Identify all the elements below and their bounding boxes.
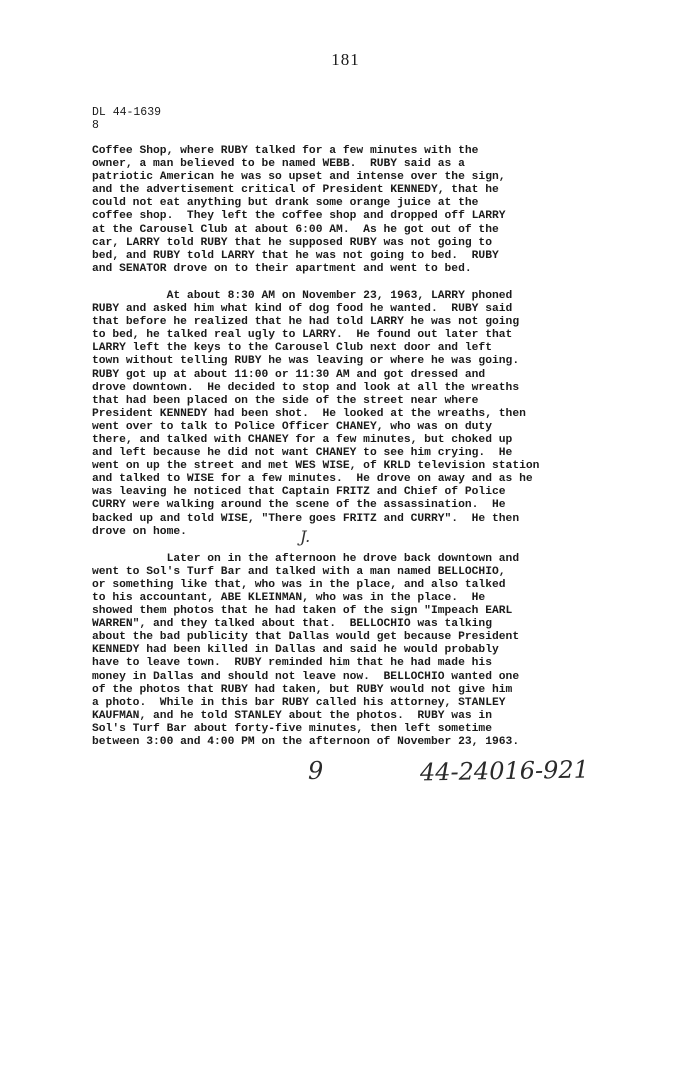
text-line: went on up the street and met WES WISE, of KRLD television station: [92, 460, 540, 473]
text-line: to bed, he talked real ugly to LARRY. He found out later that: [92, 329, 513, 342]
text-line: LARRY left the keys to the Carousel Club next door and left: [92, 342, 492, 355]
text-line: drove downtown. He decided to stop and look at all the wreaths: [92, 381, 520, 394]
text-line: that had been placed on the side of the street near where: [92, 394, 479, 407]
text-line: went over to talk to Police Officer CHANEY, who was on duty: [92, 420, 492, 433]
text-line: and talked to WISE for a few minutes. He drove on away and as he: [92, 473, 533, 486]
text-line: about the bad publicity that Dallas would get because President: [92, 631, 520, 644]
text-line: RUBY and asked him what kind of dog food he wanted. RUBY said: [92, 303, 513, 316]
handwritten-margin-mark: J.: [300, 527, 311, 546]
text-line: RUBY got up at about 11:00 or 11:30 AM and got dressed and: [92, 368, 486, 381]
document-body: [92, 145, 652, 749]
text-line: and SENATOR drove on to their apartment and went to bed.: [92, 262, 472, 275]
text-line: President KENNEDY had been shot. He looked at the wreaths, then: [92, 407, 526, 420]
text-line: Later on in the afternoon he drove back downtown and: [92, 552, 520, 565]
text-line: or something like that, who was in the place, and also talked: [92, 578, 506, 591]
text-line: Sol's Turf Bar about forty-five minutes, then left sometime: [92, 722, 492, 735]
file-header: [92, 106, 161, 133]
text-line: KAUFMAN, and he told STANLEY about the photos. RUBY was in: [92, 709, 492, 722]
page-number: 181: [331, 50, 360, 69]
text-line: town without telling RUBY he was leaving or where he was going.: [92, 355, 520, 368]
text-line: CURRY were walking around the scene of the assassination. He: [92, 499, 506, 512]
text-line: went to Sol's Turf Bar and talked with a man named BELLOCHIO,: [92, 565, 506, 578]
handwritten-document-number: 44-24016-921: [419, 755, 590, 787]
paragraph: [92, 553, 652, 749]
text-line: was leaving he noticed that Captain FRITZ and Chief of Police: [92, 486, 506, 499]
text-line: KENNEDY had been killed in Dallas and said he would probably: [92, 644, 499, 657]
text-line: showed them photos that he had taken of the sign "Impeach EARL: [92, 605, 513, 618]
file-number: DL 44-1639: [92, 106, 162, 119]
text-line: At about 8:30 AM on November 23, 1963, LARRY phoned: [92, 289, 513, 302]
text-line: and the advertisement critical of President KENNEDY, that he: [92, 184, 499, 197]
handwritten-page-mark: 9: [308, 757, 324, 785]
text-line: WARREN", and they talked about that. BELLOCHIO was talking: [92, 618, 492, 631]
paragraph: [92, 145, 652, 276]
paragraph: [92, 290, 652, 539]
text-line: could not eat anything but drank some orange juice at the: [92, 197, 479, 210]
text-line: at the Carousel Club at about 6:00 AM. As he got out of the: [92, 223, 499, 236]
text-line: bed, and RUBY told LARRY that he was not going to bed. RUBY: [92, 249, 499, 262]
text-line: drove on home.: [92, 525, 187, 538]
text-line: patriotic American he was so upset and intense over the sign,: [92, 171, 506, 184]
text-line: that before he realized that he had told LARRY he was not going: [92, 316, 520, 329]
text-line: backed up and told WISE, "There goes FRITZ and CURRY". He then: [92, 512, 520, 525]
sheet-number: 8: [92, 119, 99, 133]
text-line: have to leave town. RUBY reminded him that he had made his: [92, 657, 492, 670]
text-line: and left because he did not want CHANEY to see him crying. He: [92, 447, 513, 460]
text-line: owner, a man believed to be named WEBB. RUBY said as a: [92, 158, 465, 171]
text-line: money in Dallas and should not leave now. BELLOCHIO wanted one: [92, 670, 520, 683]
text-line: car, LARRY told RUBY that he supposed RUBY was not going to: [92, 236, 492, 249]
text-line: there, and talked with CHANEY for a few minutes, but choked up: [92, 433, 513, 446]
text-line: to his accountant, ABE KLEINMAN, who was in the place. He: [92, 592, 486, 604]
text-line: between 3:00 and 4:00 PM on the afternoon of November 23, 1963.: [92, 736, 520, 749]
text-line: a photo. While in this bar RUBY called his attorney, STANLEY: [92, 696, 506, 709]
text-line: of the photos that RUBY had taken, but RUBY would not give him: [92, 683, 513, 696]
text-line: coffee shop. They left the coffee shop and dropped off LARRY: [92, 210, 506, 223]
text-line: Coffee Shop, where RUBY talked for a few minutes with the: [92, 145, 479, 157]
